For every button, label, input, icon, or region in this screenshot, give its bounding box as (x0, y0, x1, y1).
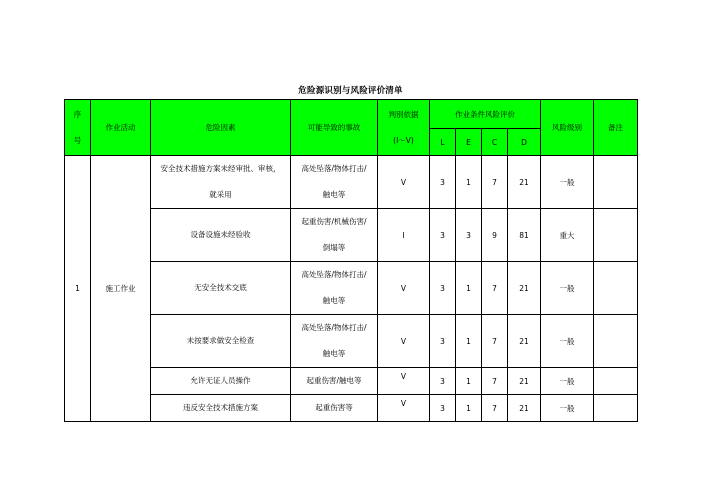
value-C: 7 (482, 315, 508, 368)
remark-cell (594, 156, 638, 209)
accident-text: 高处坠落/物体打击/ (301, 270, 367, 279)
value-E: 1 (456, 368, 482, 395)
group-seq: 1 (65, 156, 91, 422)
value-L: 3 (430, 156, 456, 209)
value-D: 81 (508, 209, 541, 262)
value-L: 3 (430, 262, 456, 315)
value-L: 3 (430, 209, 456, 262)
accident-text: 触电等 (322, 190, 346, 199)
header-C: C (482, 129, 508, 156)
header-seq-bottom: 号 (73, 136, 82, 145)
risk-level: 一般 (541, 395, 594, 422)
header-remark: 备注 (594, 100, 638, 156)
header-basis-top: 判别依据 (388, 110, 419, 119)
value-D: 21 (508, 395, 541, 422)
header-seq (65, 100, 91, 156)
accident-text: 起重伤害/机械伤害/ (301, 217, 367, 226)
hazard-cell (151, 368, 291, 395)
basis-text: I (402, 230, 405, 240)
accident-cell (291, 209, 378, 262)
basis-text: V (400, 283, 407, 293)
header-L: L (430, 129, 456, 156)
header-hazard: 危险因素 (151, 100, 291, 156)
value-D: 21 (508, 156, 541, 209)
remark-cell (594, 209, 638, 262)
basis-cell (378, 315, 430, 368)
table-row (65, 368, 638, 395)
hazard-cell (151, 209, 291, 262)
value-C: 7 (482, 156, 508, 209)
basis-cell (378, 262, 430, 315)
header-basis-bottom: (I～V) (393, 136, 414, 145)
accident-text: 高处坠落/物体打击/ (301, 323, 367, 332)
accident-cell (291, 395, 378, 422)
header-seq-top: 序 (73, 110, 82, 119)
hazard-text: 无安全技术交底 (194, 283, 247, 292)
risk-level: 一般 (541, 368, 594, 395)
table-row (65, 395, 638, 422)
header-accident: 可能导致的事故 (291, 100, 378, 156)
basis-text: V (400, 336, 407, 346)
value-E: 3 (456, 209, 482, 262)
remark-cell (594, 395, 638, 422)
table-row (65, 262, 638, 315)
table-row (65, 315, 638, 368)
value-D: 21 (508, 262, 541, 315)
hazard-cell (151, 315, 291, 368)
header-basis (378, 100, 430, 156)
basis-cell (378, 156, 430, 209)
hazard-cell (151, 395, 291, 422)
risk-level: 一般 (541, 262, 594, 315)
accident-cell (291, 156, 378, 209)
value-E: 1 (456, 262, 482, 315)
header-activity: 作业活动 (91, 100, 151, 156)
accident-text: 倒塌等 (322, 243, 346, 252)
basis-text: V (400, 398, 407, 408)
table-row (65, 209, 638, 262)
value-C: 7 (482, 395, 508, 422)
accident-text: 起重伤害等 (315, 403, 353, 412)
value-C: 7 (482, 262, 508, 315)
basis-text: V (400, 177, 407, 187)
basis-text: V (400, 371, 407, 381)
header-level: 风险级别 (541, 100, 594, 156)
accident-text: 高处坠落/物体打击/ (301, 164, 367, 173)
header-eval-group: 作业条件风险评价 (430, 100, 541, 129)
accident-cell (291, 368, 378, 395)
accident-text: 触电等 (322, 296, 346, 305)
hazard-text: 允许无证人员操作 (190, 376, 251, 385)
hazard-text: 就采用 (209, 190, 232, 199)
value-D: 21 (508, 315, 541, 368)
value-L: 3 (430, 395, 456, 422)
accident-text: 触电等 (322, 349, 346, 358)
value-L: 3 (430, 315, 456, 368)
table-row (65, 156, 638, 209)
value-L: 3 (430, 368, 456, 395)
hazard-text: 违反安全技术措施方案 (183, 403, 258, 412)
hazard-text: 安全技术措施方案未经审批、审核， (160, 164, 281, 173)
hazard-text: 设备设施未经验收 (190, 230, 251, 239)
value-E: 1 (456, 315, 482, 368)
header-E: E (456, 129, 482, 156)
page-title: 危险源识别与风险评价清单 (298, 86, 403, 96)
remark-cell (594, 368, 638, 395)
basis-cell (378, 368, 430, 395)
group-activity: 施工作业 (91, 156, 151, 422)
remark-cell (594, 262, 638, 315)
basis-cell (378, 209, 430, 262)
value-D: 21 (508, 368, 541, 395)
value-C: 9 (482, 209, 508, 262)
risk-level: 一般 (541, 156, 594, 209)
accident-text: 起重伤害/触电等 (306, 376, 362, 385)
basis-cell (378, 395, 430, 422)
accident-cell (291, 262, 378, 315)
hazard-text: 未按要求做安全检查 (186, 336, 255, 345)
value-E: 1 (456, 156, 482, 209)
header-D: D (508, 129, 541, 156)
value-E: 1 (456, 395, 482, 422)
remark-cell (594, 315, 638, 368)
value-C: 7 (482, 368, 508, 395)
hazard-cell (151, 156, 291, 209)
risk-level: 一般 (541, 315, 594, 368)
risk-level: 重大 (541, 209, 594, 262)
hazard-table (64, 99, 638, 422)
accident-cell (291, 315, 378, 368)
hazard-cell (151, 262, 291, 315)
